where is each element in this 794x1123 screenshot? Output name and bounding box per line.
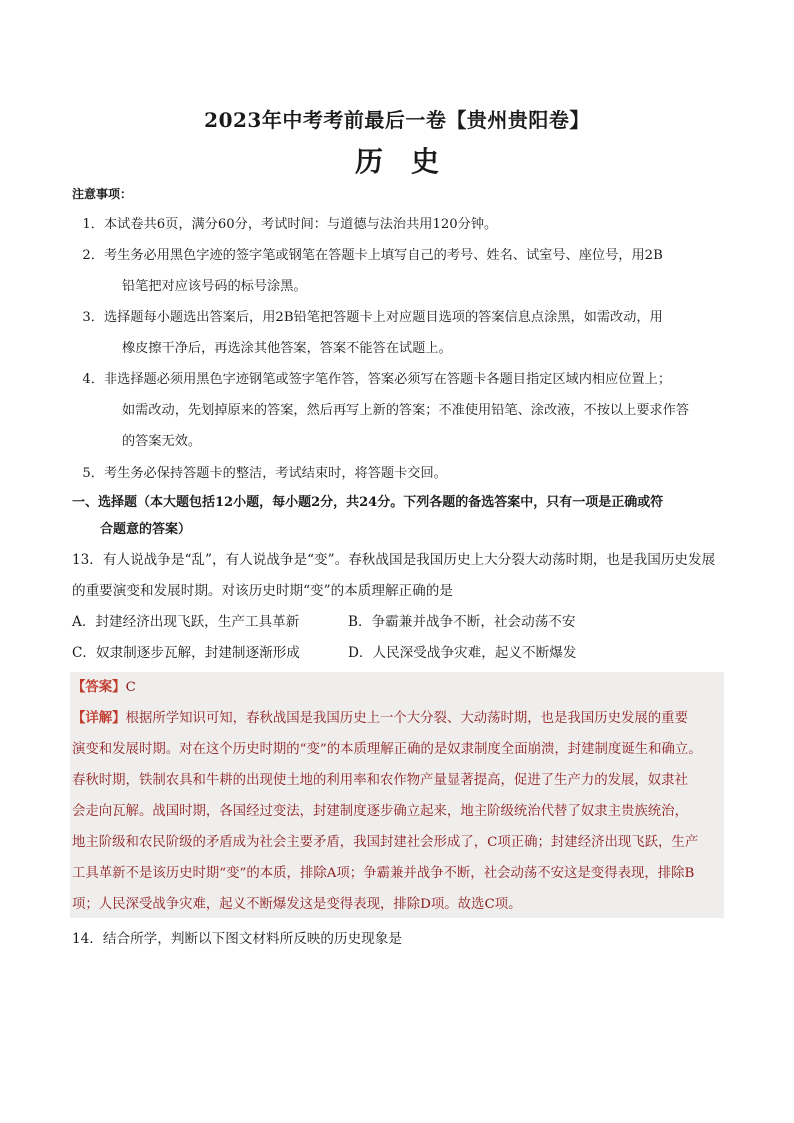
notice-number: 1． [82, 217, 104, 232]
notice-number: 4． [82, 372, 104, 387]
notice-text: 非选择题必须用黑色字迹钢笔或签字笔作答，答案必须写在答题卡各题目指定区域内相应位置上； [104, 372, 672, 387]
subject-title: 历史 [354, 145, 467, 178]
option-d: D．人民深受战争灾难，起义不断爆发 [348, 645, 577, 661]
notice-item-1 [72, 209, 732, 240]
notice-text: 考生务必用黑色字迹的签字笔或钢笔在答题卡上填写自己的考号、姓名、试室号、座位号，用2B [104, 248, 663, 263]
notice-item-2 [72, 240, 732, 302]
notice-text: 的答案无效。 [122, 434, 202, 449]
question-13-stem [72, 545, 732, 607]
detail-text: 根据所学知识可知，春秋战国是我国历史上一个大分裂、大动荡时期，也是我国历史发展的重要 [125, 711, 688, 726]
notice-item-4 [72, 364, 732, 457]
notice-text: 选择题每小题选出答案后，用2B铅笔把答题卡上对应题目选项的答案信息点涂黑，如需改动，用 [104, 310, 663, 325]
answer-block [72, 672, 732, 920]
notice-number: 2． [82, 248, 104, 263]
notice-text: 如需改动，先划掉原来的答案，然后再写上新的答案；不准使用铅笔、涂改液，不按以上要求作答 [122, 403, 690, 418]
detail-text: 春秋时期，铁制农具和牛耕的出现使土地的利用率和农作物产量显著提高，促进了生产力的发展，奴隶社 [72, 773, 688, 788]
section-heading-line: 合题意的答案） [100, 522, 192, 537]
detail-text: 地主阶级和农民阶级的矛盾成为社会主要矛盾，我国封建社会形成了，C项正确；封建经济出现飞跃，生产 [72, 835, 699, 850]
notice-text: 本试卷共6页，满分60分，考试时间：与道德与法治共用120分钟。 [104, 217, 498, 232]
question-text: 13．有人说战争是“乱”，有人说战争是“变”。春秋战国是我国历史上大分裂大动荡时期，也是我国历史发展 [72, 552, 716, 568]
option-b: B．争霸兼并战争不断，社会动荡不安 [348, 614, 576, 630]
detail-tag: 【详解】 [72, 710, 126, 726]
answer-tag: 【答案】 [72, 679, 126, 695]
answer-value: C [125, 680, 136, 695]
notice-text: 橡皮擦干净后，再选涂其他答案，答案不能答在试题上。 [122, 341, 452, 356]
notice-text: 铅笔把对应该号码的标号涂黑。 [122, 279, 307, 294]
option-c: C．奴隶制逐步瓦解，封建制逐渐形成 [72, 645, 300, 661]
notice-item-3 [72, 302, 732, 364]
detail-text: 项；人民深受战争灾难，起义不断爆发这是变得表现，排除D项。故选C项。 [72, 897, 522, 912]
question-13-options [72, 607, 732, 669]
question-text: 的重要演变和发展时期。对该历史时期“变”的本质理解正确的是 [72, 583, 453, 599]
option-a: A．封建经济出现飞跃，生产工具革新 [72, 614, 300, 630]
section-heading [72, 489, 732, 543]
notice-item-5 [72, 458, 732, 489]
notice-number: 5． [82, 466, 104, 481]
detail-text: 工具革新不是该历史时期“变”的本质，排除A项；争霸兼并战争不断，社会动荡不安这是变得表现，排除B [72, 866, 695, 881]
section-heading-line: 一、选择题（本大题包括12小题，每小题2分，共24分。下列各题的备选答案中，只有一项是正确或符 [72, 495, 664, 510]
detail-text: 演变和发展时期。对在这个历史时期的“变”的本质理解正确的是奴隶制度全面崩溃，封建制度诞生和确立。 [72, 742, 702, 757]
notice-text: 考生务必保持答题卡的整洁，考试结束时，将答题卡交回。 [104, 466, 447, 481]
question-14-stem: 14．结合所学，判断以下图文材料所反映的历史现象是 [72, 931, 402, 947]
notice-heading: 注意事项： [72, 187, 133, 201]
exam-title: 2023年中考考前最后一卷【贵州贵阳卷】 [204, 108, 590, 132]
detail-text: 会走向瓦解。战国时期，各国经过变法，封建制度逐步确立起来，地主阶级统治代替了奴隶主贵族统治， [72, 804, 688, 819]
notice-number: 3． [82, 310, 104, 325]
